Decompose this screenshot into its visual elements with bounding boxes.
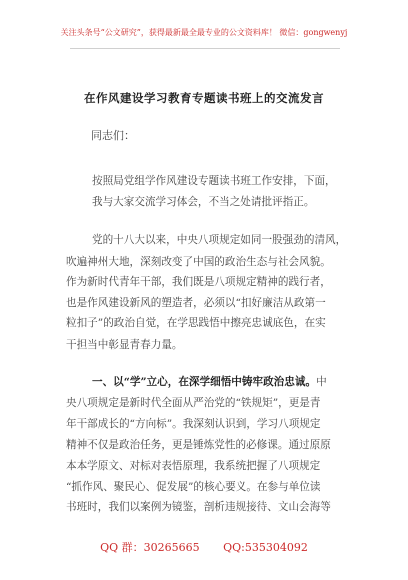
document-title: 在作风建设学习教育专题读书班上的交流发言 — [84, 91, 324, 105]
section-heading-tail: 中 — [316, 376, 327, 388]
footer-contact — [0, 539, 408, 555]
header-notice: 关注头条号“公文研究”，获得最新最全最专业的公文资料库！ 微信：gongwenyj — [60, 28, 348, 37]
header-divider — [70, 48, 340, 49]
section-heading: 一、以“学”立心，在深学细悟中铸牢政治忠诚。 — [92, 376, 317, 388]
qq-number: QQ:535304092 — [223, 541, 308, 554]
salutation: 同志们： — [91, 129, 135, 142]
qq-group-number: QQ 群：30265665 — [100, 541, 200, 554]
